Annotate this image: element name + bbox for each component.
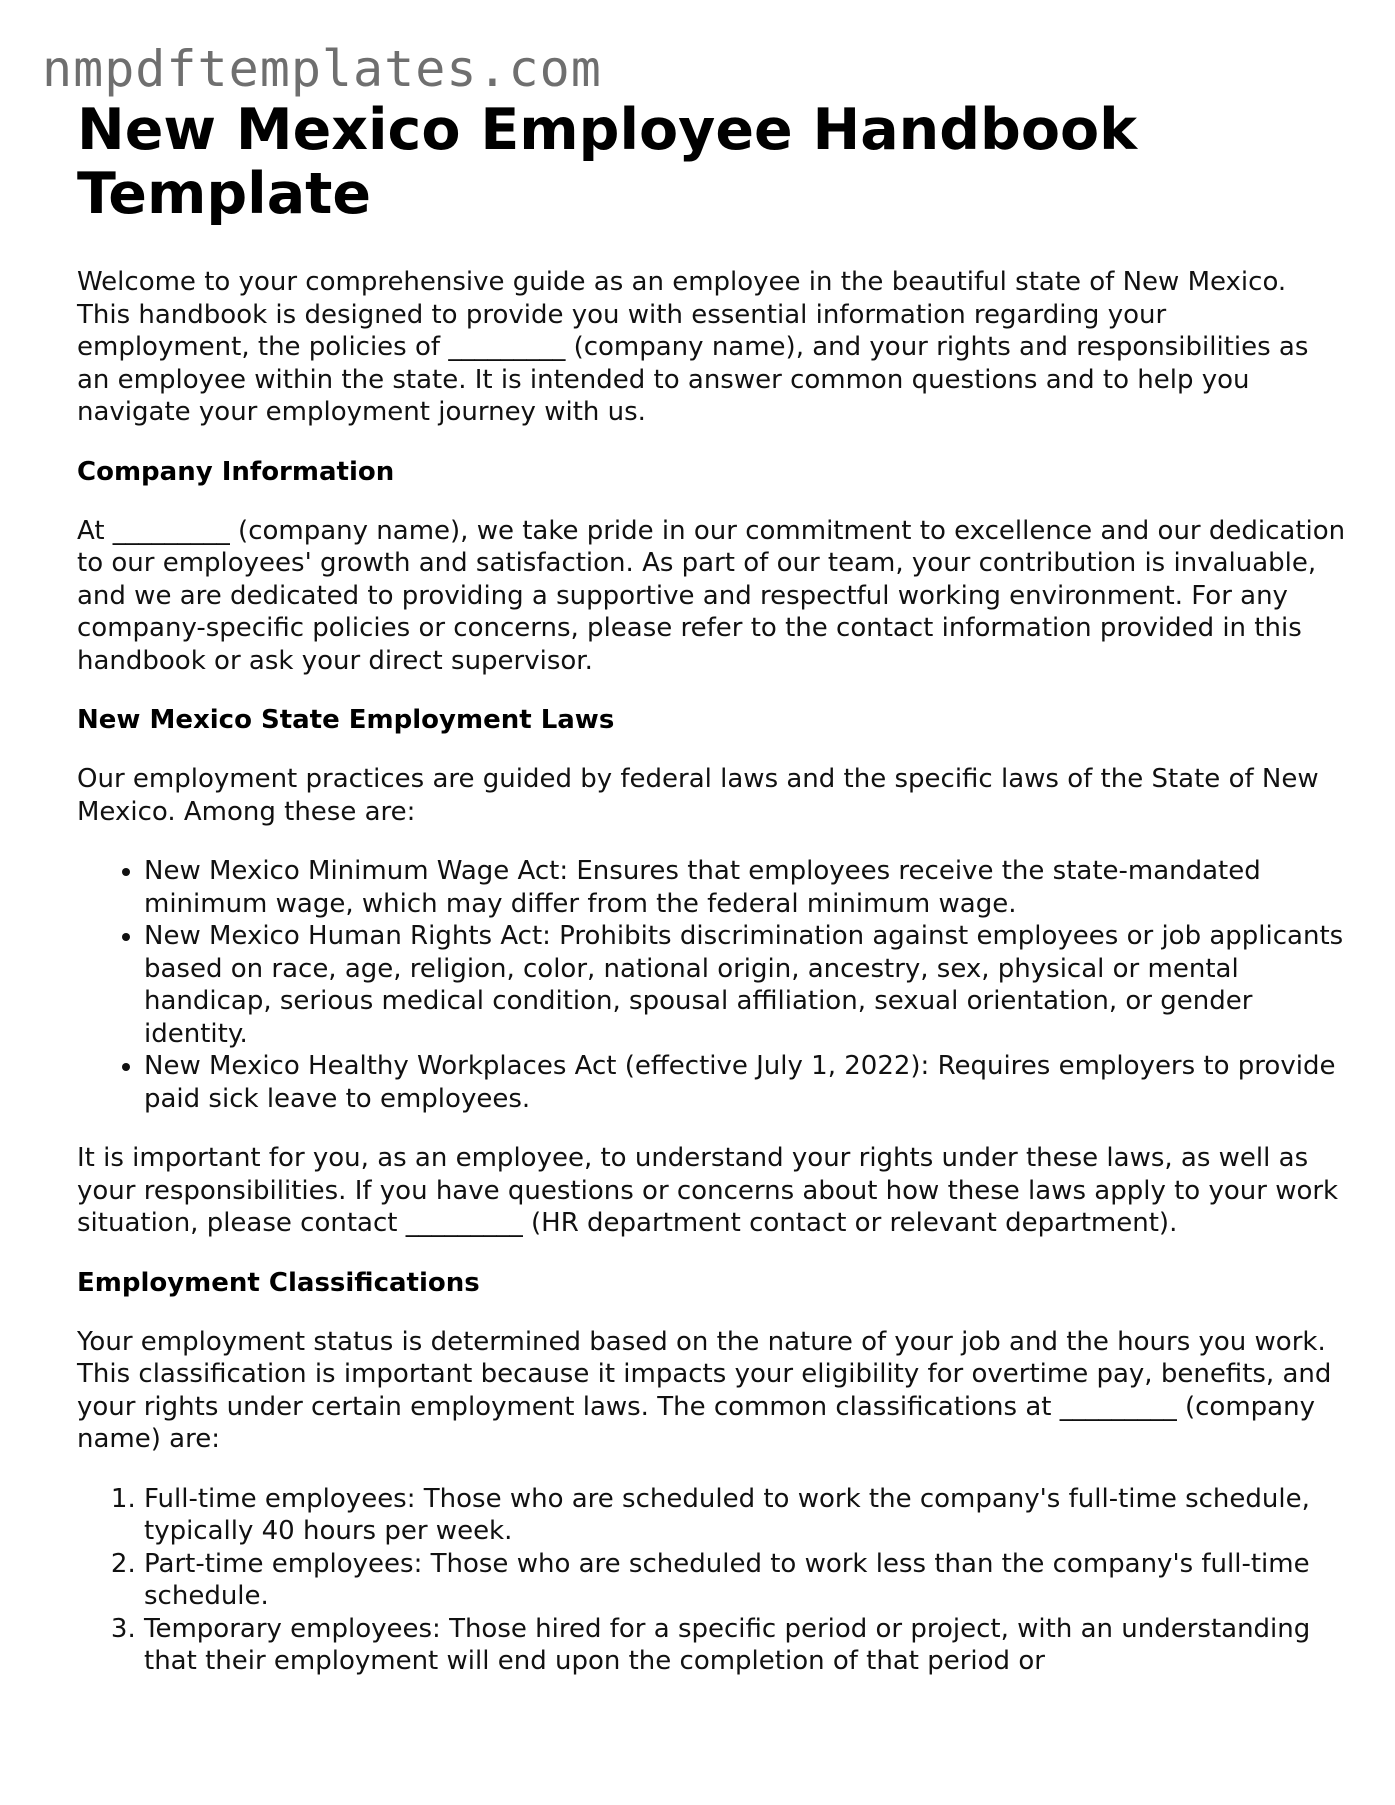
list-item: 2. Part-time employees: Those who are scheduled to work less than the company's full-time schedule. (144, 1548, 1347, 1613)
state-laws-list (77, 855, 1347, 1115)
document-body (77, 98, 1347, 1705)
site-watermark: nmpdftemplates.com (42, 40, 602, 98)
list-item: 3. Temporary employees: Those hired for a specific period or project, with an understanding that their employment will end upon the completion of that period or (144, 1613, 1347, 1678)
state-laws-heading: New Mexico State Employment Laws (77, 705, 615, 735)
state-laws-intro: Our employment practices are guided by federal laws and the specific laws of the State of New Mexico. Among these are: (77, 764, 1319, 827)
intro-paragraph: Welcome to your comprehensive guide as an employee in the beautiful state of New Mexico. This handbook is designed to provide you with essential information regarding your employment, the policies of _________ (company name), and your rights and responsibilities as an employee within the state. It is intended to answer common questions and to help you navigate your employment journey with us. (77, 267, 1309, 427)
classifications-intro: Your employment status is determined based on the nature of your job and the hours you work. This classification is important because it impacts your eligibility for overtime pay, benefits, and your rights under certain employment laws. The common classifications at _________ (company name) are: (77, 1326, 1332, 1454)
company-info-heading: Company Information (77, 456, 395, 487)
list-item: 1. Full-time employees: Those who are scheduled to work the company's full-time schedule, typically 40 hours per week. (144, 1483, 1347, 1548)
document-title: New Mexico Employee Handbook Template (77, 97, 1138, 227)
company-info-paragraph: At _________ (company name), we take pride in our commitment to excellence and our dedication to our employees' growth and satisfaction. As part of our team, your contribution is invaluable, and we are dedicated to providing a supportive and respectful working environment. For any company-specific policies or concerns, please refer to the contact information provided in this handbook or ask your direct supervisor. (77, 515, 1346, 676)
classifications-heading: Employment Classifications (77, 1267, 480, 1298)
list-item: • New Mexico Minimum Wage Act: Ensures that employees receive the state-mandated minimum wage, which may differ from the federal minimum wage. (144, 855, 1347, 920)
list-item: • New Mexico Healthy Workplaces Act (effective July 1, 2022): Requires employers to provide paid sick leave to employees. (144, 1050, 1347, 1115)
list-item: • New Mexico Human Rights Act: Prohibits discrimination against employees or job applicants based on race, age, religion, color, national origin, ancestry, sex, physical or mental handicap, serious medical condition, spousal affiliation, sexual orientation, or gender identity. (144, 920, 1347, 1050)
state-laws-outro: It is important for you, as an employee, to understand your rights under these laws, as well as your responsibilities. If you have questions or concerns about how these laws apply to your work situation, please contact _________ (HR department contact or relevant department). (77, 1143, 1339, 1238)
classifications-list (77, 1483, 1347, 1678)
